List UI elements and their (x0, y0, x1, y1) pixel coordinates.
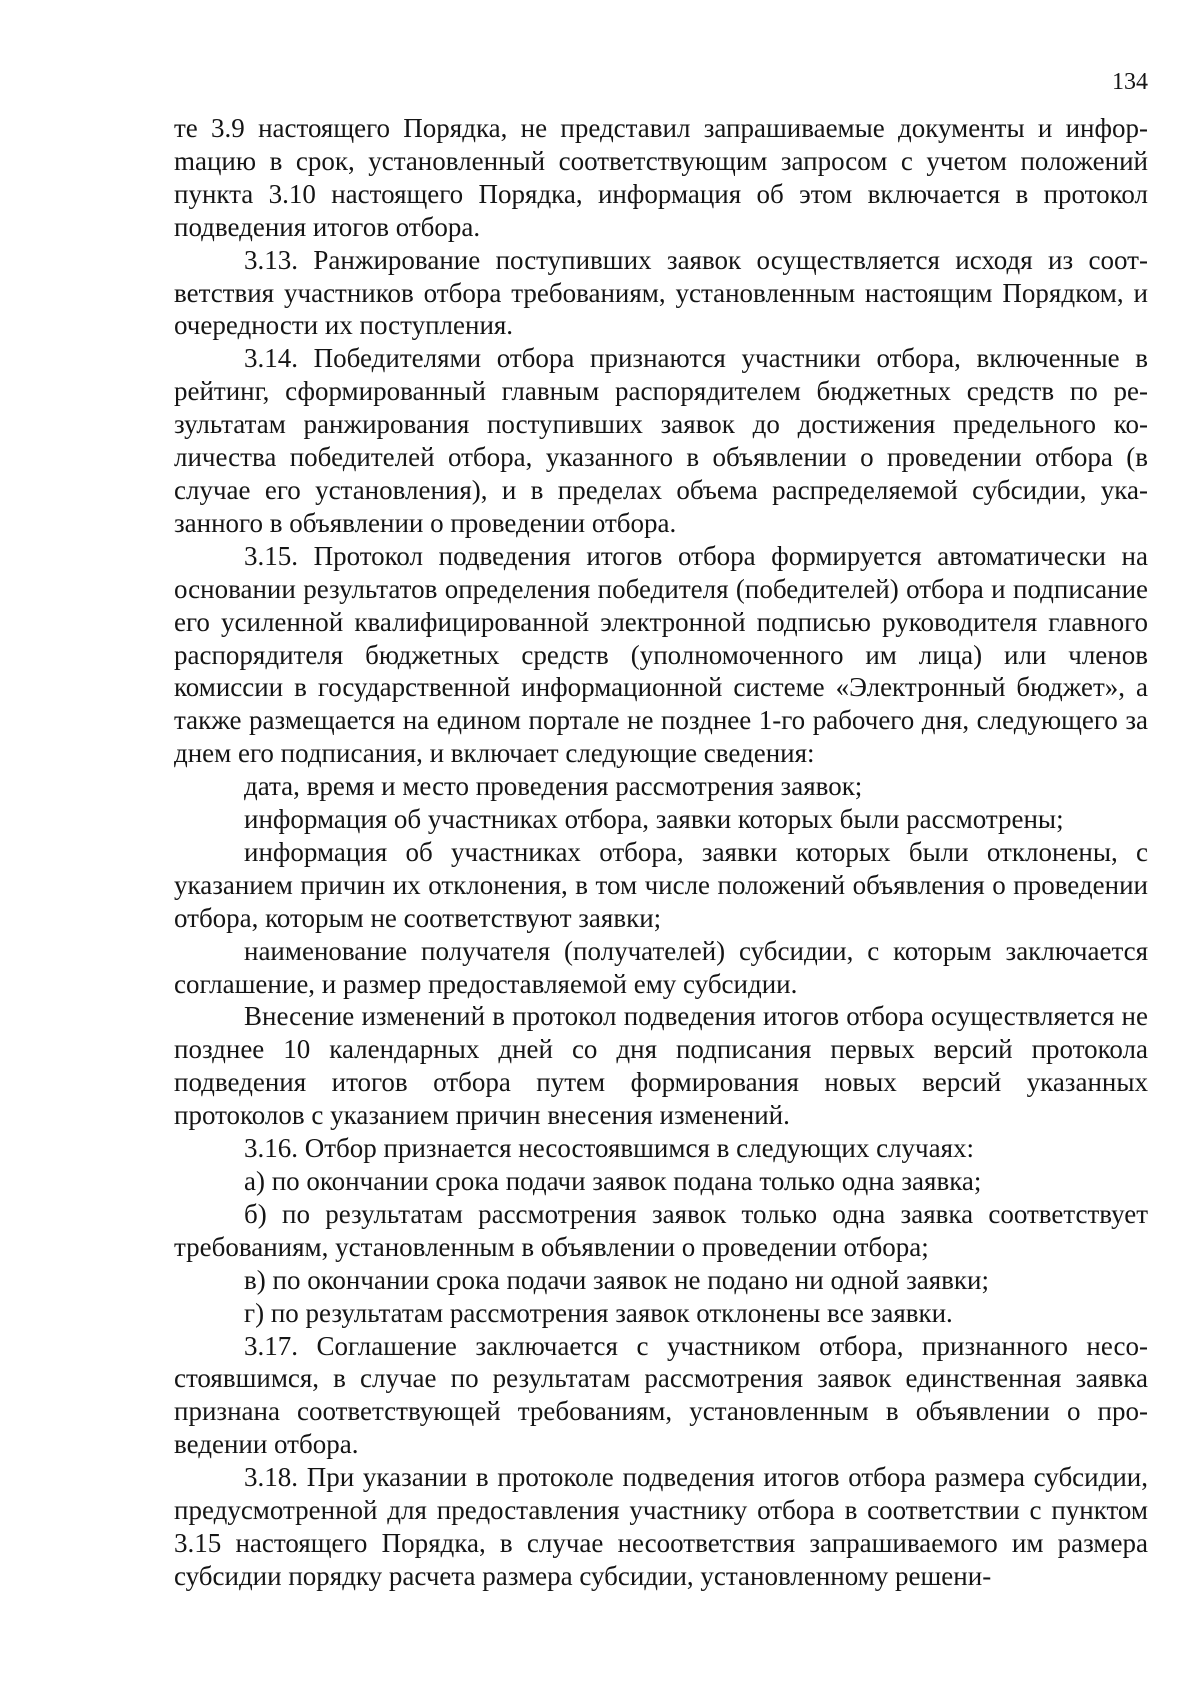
paragraph-3-15: 3.15. Протокол подведения итогов отбора формируется автоматически на основании результатов определения победителя (победителей) отбора и подписание его усиленной квалифицированной электронной подписью руководителя главного распорядителя бюджетных средств (уполномоченного им лица) или членов комиссии в государственной информационной системе «Электронный бюджет», а также размещается на едином портале не позднее 1-го рабочего дня, следующего за днем его подписания, и включает следующие сведения: (174, 540, 1148, 769)
list-item-considered: информация об участниках отбора, заявки которых были рассмотрены; (244, 804, 1064, 835)
paragraph-3-18: 3.18. При указании в протоколе подведения итогов отбора размера субсидии, предусмотренной для предоставления участнику отбора в соответствии с пунктом 3.15 настоящего Порядка, в случае несоответствия запрашиваемого им размера субсидии порядку расчета размера субсидии, установленному решени- (174, 1462, 1148, 1591)
paragraph-continuation: те 3.9 настоящего Порядка, не представил запрашиваемые документы и инфорmацию в срок, установленный соответствующим запросом с учетом положений пункта 3.10 настоящего Порядка, информация об этом включается в протокол подведения итогов отбора. (174, 113, 1148, 242)
list-item-a: а) по окончании срока подачи заявок подана только одна заявка; (244, 1166, 982, 1196)
list-item-recipient: наименование получателя (получателей) субсидии, с которым заключается соглашение, и размер предоставляемой ему субсидии. (174, 935, 1148, 999)
list-item-v: в) по окончании срока подачи заявок не подано ни одной заявки; (244, 1264, 989, 1295)
list-item-date: дата, время и место проведения рассмотрения заявок; (244, 771, 863, 802)
page-number: 134 (1112, 69, 1148, 95)
paragraph-3-14: 3.14. Победителями отбора признаются участники отбора, включенные в рейтинг, сформированный главным распорядителем бюджетных средств по результатам ранжирования поступивших заявок до достижения предельного количества победителей отбора, указанного в объявлении о проведении отбора (в случае его установления), и в пределах объема распределяемой субсидии, указанного в объявлении о проведении отбора. (174, 343, 1148, 538)
paragraph-3-16: 3.16. Отбор признается несостоявшимся в следующих случаях: (244, 1133, 975, 1164)
list-item-g: г) по результатам рассмотрения заявок отклонены все заявки. (244, 1297, 953, 1328)
list-item-b: б) по результатам рассмотрения заявок только одна заявка соответствует требованиям, установленным в объявлении о проведении отбора; (174, 1198, 1148, 1262)
paragraph-3-13: 3.13. Ранжирование поступивших заявок осуществляется исходя из соответствия участников отбора требованиям, установленным настоящим Порядком, и очередности их поступления. (174, 244, 1148, 341)
document-text (174, 112, 1148, 1593)
list-item-rejected: информация об участниках отбора, заявки которых были отклонены, с указанием причин их отклонения, в том числе положений объявления о проведении отбора, которым не соответствуют заявки; (174, 836, 1148, 933)
paragraph-3-17: 3.17. Соглашение заключается с участником отбора, признанного несостоявшимся, в случае по результатам рассмотрения заявок единственная заявка признана соответствующей требованиям, установленным в объявлении о проведении отбора. (174, 1330, 1148, 1460)
paragraph-amendments: Внесение изменений в протокол подведения итогов отбора осуществляется не позднее 10 календарных дней со дня подписания первых версий протокола подведения итогов отбора путем формирования новых версий указанных протоколов с указанием причин внесения изменений. (174, 1001, 1148, 1131)
